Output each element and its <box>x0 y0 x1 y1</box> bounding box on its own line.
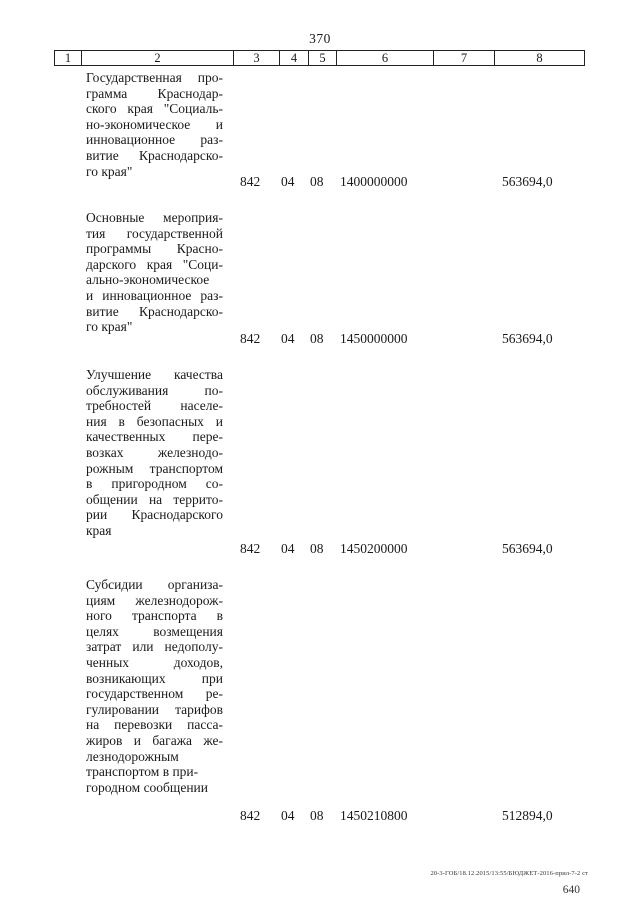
description-line: целях возмещения <box>86 623 223 639</box>
cell-section: 04 <box>281 174 295 189</box>
description-line: Государственная про- <box>86 70 223 85</box>
description-line: возках железнодо- <box>86 444 223 460</box>
column-number-header <box>54 50 585 66</box>
description-line: Основные мероприя- <box>86 210 223 225</box>
page-number: 370 <box>309 31 331 46</box>
cell-subsection: 08 <box>310 174 324 189</box>
description-line: требностей населе- <box>86 398 223 414</box>
description-line: го края" <box>86 319 133 335</box>
cell-target-article: 1400000000 <box>340 174 408 189</box>
cell-amount: 563694,0 <box>502 541 553 556</box>
description-line: в пригородном со- <box>86 476 223 492</box>
column-header-3: 3 <box>234 51 280 65</box>
description-line: возникающих при <box>86 670 223 686</box>
description-line: Субсидии организа- <box>86 577 223 592</box>
description-line: ного транспорта в <box>86 608 223 624</box>
description-line: тия государственной <box>86 225 223 241</box>
description-line: рии Краснодарского <box>86 507 223 523</box>
description-line: лезнодорожным <box>86 748 179 764</box>
cell-amount: 563694,0 <box>502 331 553 346</box>
cell-ministry-code: 842 <box>240 808 261 823</box>
cell-subsection: 08 <box>310 808 324 823</box>
column-header-1: 1 <box>55 51 82 65</box>
description-line: общении на террито- <box>86 491 223 507</box>
column-header-7: 7 <box>434 51 495 65</box>
column-header-8: 8 <box>536 51 543 65</box>
description-line: циям железнодорож- <box>86 592 223 608</box>
description-line: транспортом в при- <box>86 764 199 780</box>
description-line: грамма Краснодар- <box>86 85 223 101</box>
cell-ministry-code: 842 <box>240 174 261 189</box>
description-line: обслуживания по- <box>86 382 223 398</box>
cell-target-article: 1450200000 <box>340 541 408 556</box>
cell-ministry-code: 842 <box>240 541 261 556</box>
description-line: и инновационное раз- <box>86 287 223 303</box>
column-header-4: 4 <box>280 51 309 65</box>
description-line: го края" <box>86 163 133 179</box>
description-line: ния в безопасных и <box>86 413 223 429</box>
footer-page-number: 640 <box>562 884 580 896</box>
cell-target-article: 1450000000 <box>340 331 408 346</box>
column-header-2: 2 <box>82 51 234 65</box>
cell-ministry-code: 842 <box>240 331 261 346</box>
description-line: государственном ре- <box>86 686 223 702</box>
description-line: качественных пере- <box>86 429 223 445</box>
description-line: городном сообщении <box>86 779 208 795</box>
cell-amount: 563694,0 <box>502 174 553 189</box>
description-line: инновационное раз- <box>86 132 223 148</box>
description-line: края <box>86 522 112 538</box>
cell-section: 04 <box>281 808 295 823</box>
description-line: ского края "Социаль- <box>86 101 223 117</box>
row-description <box>86 577 223 795</box>
description-line: рожным транспортом <box>86 460 223 476</box>
row-description <box>86 70 223 179</box>
description-line: на перевозки пасса- <box>86 717 223 733</box>
description-line: витие Краснодарско- <box>86 303 223 319</box>
description-line: Улучшение качества <box>86 367 223 382</box>
description-line: ально-экономическое <box>86 272 210 288</box>
cell-section: 04 <box>281 541 295 556</box>
description-line: жиров и багажа же- <box>86 732 223 748</box>
row-description <box>86 367 223 539</box>
description-line: гулировании тарифов <box>86 701 223 717</box>
description-line: дарского края "Соци- <box>86 256 223 272</box>
cell-section: 04 <box>281 331 295 346</box>
cell-subsection: 08 <box>310 541 324 556</box>
column-header-6: 6 <box>337 51 434 65</box>
row-description <box>86 210 223 335</box>
column-header-5: 5 <box>309 51 337 65</box>
cell-amount: 512894,0 <box>502 808 553 823</box>
document-footer-code: 20-3-ГОБ/18.12.2015/13:55/БЮДЖЕТ-2016-прил-7-2 ст <box>430 870 588 877</box>
description-line: программы Красно- <box>86 241 223 257</box>
description-line: витие Краснодарско- <box>86 147 223 163</box>
cell-subsection: 08 <box>310 331 324 346</box>
cell-target-article: 1450210800 <box>340 808 408 823</box>
description-line: ченных доходов, <box>86 654 223 670</box>
description-line: затрат или недополу- <box>86 639 223 655</box>
description-line: но-экономическое и <box>86 116 223 132</box>
